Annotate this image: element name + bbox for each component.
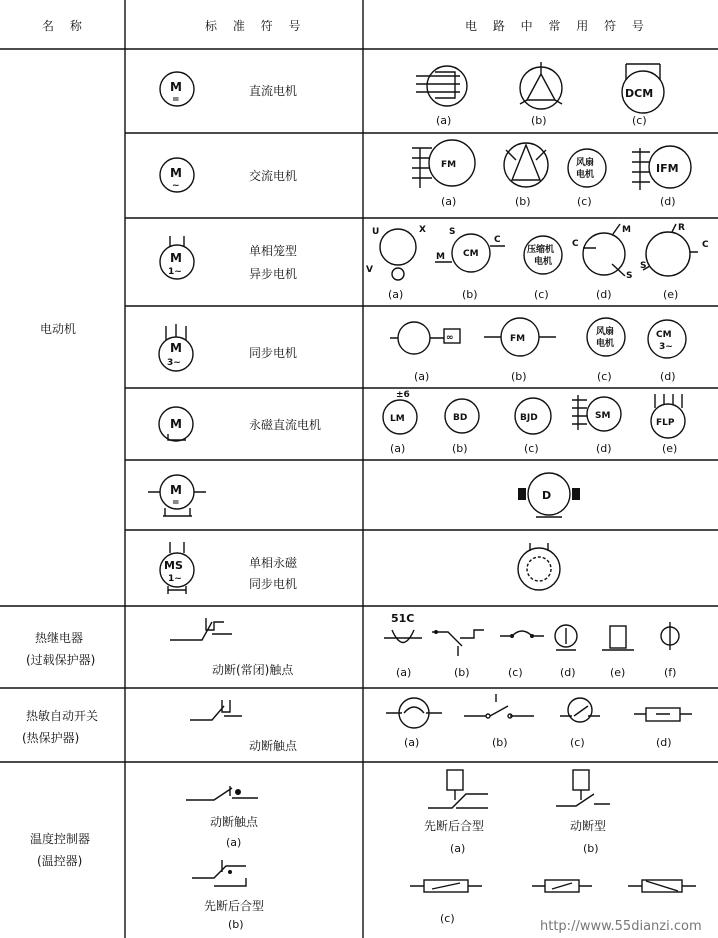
svg-text:(f): (f) bbox=[664, 666, 677, 679]
motor-symbol-plain bbox=[148, 475, 206, 516]
svg-text:(a): (a) bbox=[441, 195, 457, 208]
svg-text:3~: 3~ bbox=[167, 358, 181, 368]
svg-text:=: = bbox=[172, 95, 180, 105]
svg-text:风扇: 风扇 bbox=[596, 327, 615, 337]
svg-text:(d): (d) bbox=[656, 736, 672, 749]
svg-text:电机: 电机 bbox=[534, 257, 553, 267]
svg-text:±6: ±6 bbox=[396, 390, 410, 400]
svg-text:M: M bbox=[622, 225, 631, 235]
row-single-phase bbox=[160, 223, 709, 301]
desc-pm-single-line1: 单相永磁 bbox=[249, 556, 298, 570]
symbol-pmdc-a bbox=[383, 390, 417, 455]
svg-text:FLP: FLP bbox=[656, 418, 675, 428]
symbol-bm-c bbox=[560, 698, 600, 749]
header-name: 名 称 bbox=[42, 19, 88, 33]
svg-text:M: M bbox=[170, 417, 182, 431]
svg-text:C: C bbox=[572, 239, 579, 249]
group-thermostat-line1: 温度控制器 bbox=[30, 832, 91, 846]
svg-text:(a): (a) bbox=[436, 114, 452, 127]
row-plain-motor bbox=[148, 473, 580, 517]
symbol-pmdc-d bbox=[572, 395, 621, 455]
desc-ac-motor: 交流电机 bbox=[249, 169, 298, 183]
svg-text:压缩机: 压缩机 bbox=[527, 245, 555, 255]
svg-text:V: V bbox=[366, 265, 373, 275]
svg-text:(c): (c) bbox=[577, 195, 592, 208]
desc-pm-dc: 永磁直流电机 bbox=[249, 418, 322, 432]
svg-text:(b): (b) bbox=[511, 370, 527, 383]
symbol-sync-c bbox=[587, 318, 625, 383]
svg-text:1~: 1~ bbox=[168, 267, 182, 277]
symbol-pmdc-c bbox=[515, 398, 551, 455]
symbol-pmdc-b bbox=[445, 399, 479, 455]
symbol-thermal-relay-std bbox=[170, 618, 294, 677]
svg-text:BD: BD bbox=[453, 413, 468, 423]
row-pm-single bbox=[160, 542, 560, 594]
group-bimetal-line1: 热敏自动开关 bbox=[26, 709, 99, 723]
svg-text:3~: 3~ bbox=[659, 342, 673, 352]
svg-text:(a): (a) bbox=[414, 370, 430, 383]
svg-text:(c): (c) bbox=[597, 370, 612, 383]
symbol-sp-a bbox=[366, 225, 426, 301]
symbol-bm-d bbox=[634, 708, 692, 749]
symbol-pm-single-common bbox=[518, 543, 560, 590]
desc-dc-motor: 直流电机 bbox=[249, 84, 298, 98]
desc-single-phase-line1: 单相笼型 bbox=[249, 244, 298, 258]
motor-symbol-sync bbox=[159, 324, 193, 371]
svg-text:(c): (c) bbox=[534, 288, 549, 301]
row-ac-motor bbox=[160, 140, 691, 208]
row-sync-motor bbox=[159, 318, 686, 383]
svg-text:电机: 电机 bbox=[596, 339, 615, 349]
motor-symbol-pm-single bbox=[160, 542, 194, 594]
svg-text:(c): (c) bbox=[524, 442, 539, 455]
group-thermal-relay-line2: (过载保护器) bbox=[26, 653, 96, 667]
group-bimetal-line2: (热保护器) bbox=[22, 731, 80, 745]
symbol-thermostat-common-a bbox=[424, 770, 488, 855]
symbol-sp-e bbox=[640, 223, 709, 301]
symbol-plain-common bbox=[518, 473, 580, 517]
svg-text:S: S bbox=[449, 227, 456, 237]
desc-pm-single-line2: 同步电机 bbox=[249, 577, 298, 591]
symbol-tr-a bbox=[384, 612, 422, 679]
svg-text:BJD: BJD bbox=[520, 413, 538, 423]
svg-text:(b): (b) bbox=[462, 288, 478, 301]
caption-thermostat-common-a: 先断后合型 bbox=[424, 819, 485, 833]
svg-text:M: M bbox=[170, 80, 182, 94]
symbol-ac-d bbox=[632, 146, 691, 208]
svg-text:S: S bbox=[640, 261, 647, 271]
svg-text:(d): (d) bbox=[560, 666, 576, 679]
svg-text:(a): (a) bbox=[450, 842, 466, 855]
svg-text:M: M bbox=[170, 166, 182, 180]
svg-text:(b): (b) bbox=[228, 918, 244, 931]
svg-text:X: X bbox=[419, 225, 426, 235]
svg-text:U: U bbox=[372, 227, 380, 237]
svg-text:(b): (b) bbox=[492, 736, 508, 749]
svg-text:(b): (b) bbox=[452, 442, 468, 455]
svg-text:(d): (d) bbox=[596, 442, 612, 455]
svg-text:(a): (a) bbox=[404, 736, 420, 749]
svg-text:R: R bbox=[678, 223, 685, 233]
group-thermal-relay-line1: 热继电器 bbox=[35, 631, 84, 645]
caption-thermostat-std-a: 动断触点 bbox=[210, 815, 259, 829]
caption-bimetal: 动断触点 bbox=[249, 739, 298, 753]
svg-text:(e): (e) bbox=[663, 288, 679, 301]
svg-text:(a): (a) bbox=[390, 442, 406, 455]
svg-text:D: D bbox=[542, 489, 552, 502]
svg-text:(a): (a) bbox=[396, 666, 412, 679]
row-thermostat bbox=[186, 770, 696, 931]
symbol-sp-d bbox=[572, 224, 632, 301]
symbol-bm-a bbox=[386, 698, 442, 749]
svg-text:M: M bbox=[170, 341, 182, 355]
svg-text:CM: CM bbox=[656, 330, 672, 340]
svg-text:SM: SM bbox=[595, 411, 611, 421]
symbol-sp-b bbox=[435, 227, 505, 301]
svg-text:(c): (c) bbox=[508, 666, 523, 679]
motor-symbol-pm-dc bbox=[159, 407, 193, 441]
svg-text:~: ~ bbox=[172, 181, 180, 191]
svg-text:=: = bbox=[172, 498, 180, 508]
symbol-dc-a bbox=[416, 66, 467, 127]
row-bimetal-switch bbox=[190, 694, 692, 753]
symbol-dc-b bbox=[520, 62, 562, 127]
svg-text:(e): (e) bbox=[662, 442, 678, 455]
svg-text:(c): (c) bbox=[570, 736, 585, 749]
symbol-tr-b bbox=[432, 630, 484, 679]
svg-text:(b): (b) bbox=[515, 195, 531, 208]
svg-text:C: C bbox=[702, 240, 709, 250]
group-thermostat-line2: (温控器) bbox=[37, 854, 83, 868]
svg-text:C: C bbox=[494, 235, 501, 245]
symbol-thermostat-common-b bbox=[556, 770, 610, 855]
symbol-tr-e bbox=[602, 626, 634, 679]
svg-text:DCM: DCM bbox=[625, 87, 654, 100]
svg-text:CM: CM bbox=[463, 249, 479, 259]
svg-text:M: M bbox=[436, 252, 445, 262]
symbol-sync-a bbox=[390, 322, 460, 383]
group-motor: 电动机 bbox=[40, 322, 77, 336]
caption-thermal-relay: 动断(常闭)触点 bbox=[212, 663, 294, 677]
svg-text:风扇: 风扇 bbox=[576, 158, 595, 168]
svg-text:FM: FM bbox=[510, 334, 526, 344]
symbol-sync-b bbox=[484, 318, 556, 383]
svg-text:MS: MS bbox=[164, 559, 183, 572]
row-dc-motor bbox=[160, 62, 664, 127]
svg-text:IFM: IFM bbox=[656, 162, 679, 175]
svg-text:(b): (b) bbox=[531, 114, 547, 127]
symbol-thermostat-std-b bbox=[192, 860, 264, 931]
symbol-sync-d bbox=[648, 320, 686, 383]
symbol-ac-a bbox=[412, 140, 475, 208]
caption-thermostat-std-b: 先断后合型 bbox=[204, 899, 265, 913]
svg-text:(a): (a) bbox=[226, 836, 242, 849]
svg-text:(d): (d) bbox=[660, 370, 676, 383]
symbol-tr-c bbox=[500, 631, 544, 679]
svg-text:LM: LM bbox=[390, 414, 405, 424]
motor-symbol-ac bbox=[160, 158, 194, 192]
svg-text:(b): (b) bbox=[454, 666, 470, 679]
symbol-dc-c bbox=[622, 64, 664, 127]
caption-thermostat-common-b: 动断型 bbox=[570, 819, 607, 833]
svg-text:(d): (d) bbox=[596, 288, 612, 301]
watermark: http://www.55dianzi.com bbox=[540, 919, 702, 934]
svg-text:(a): (a) bbox=[388, 288, 404, 301]
symbol-bimetal-std bbox=[190, 700, 298, 753]
svg-text:电机: 电机 bbox=[576, 170, 595, 180]
symbol-pmdc-e bbox=[651, 394, 685, 455]
svg-text:1~: 1~ bbox=[168, 574, 182, 584]
svg-text:S: S bbox=[626, 271, 633, 281]
svg-text:∞: ∞ bbox=[446, 333, 454, 343]
svg-text:M: M bbox=[170, 483, 182, 497]
svg-text:(d): (d) bbox=[660, 195, 676, 208]
symbol-bm-b bbox=[464, 694, 534, 749]
symbol-sp-c bbox=[524, 236, 562, 301]
svg-text:51C: 51C bbox=[391, 612, 415, 625]
motor-symbol-dc bbox=[160, 72, 194, 106]
header-common: 电 路 中 常 用 符 号 bbox=[465, 19, 650, 33]
symbol-ac-c bbox=[568, 149, 606, 208]
svg-text:(c): (c) bbox=[632, 114, 647, 127]
svg-text:M: M bbox=[170, 251, 182, 265]
symbol-ac-b bbox=[504, 143, 548, 208]
desc-sync-motor: 同步电机 bbox=[249, 346, 298, 360]
svg-text:(e): (e) bbox=[610, 666, 626, 679]
header-standard: 标 准 符 号 bbox=[205, 19, 307, 33]
symbol-tr-d bbox=[555, 625, 577, 679]
desc-single-phase-line2: 异步电机 bbox=[249, 267, 298, 281]
row-pm-dc bbox=[159, 390, 685, 455]
motor-symbol-single-phase bbox=[160, 236, 194, 279]
symbol-thermostat-std-a bbox=[186, 786, 259, 849]
row-thermal-relay bbox=[170, 612, 679, 679]
svg-text:(b): (b) bbox=[583, 842, 599, 855]
symbol-tr-f bbox=[661, 622, 679, 679]
svg-text:(c): (c) bbox=[440, 912, 455, 925]
svg-text:FM: FM bbox=[441, 160, 457, 170]
